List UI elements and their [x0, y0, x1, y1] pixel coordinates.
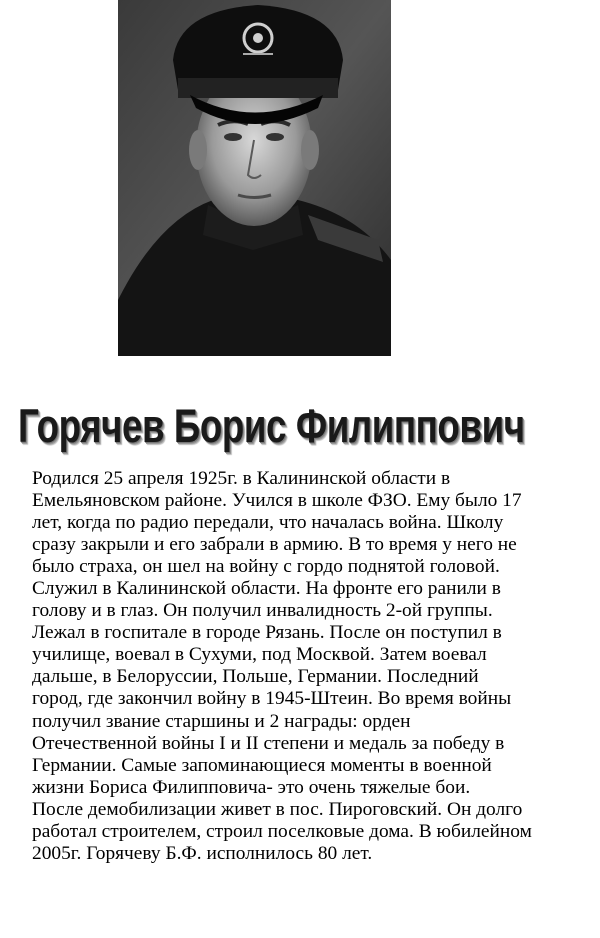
bio-line: 2005г. Горячеву Б.Ф. исполнилось 80 лет.: [32, 842, 373, 864]
bio-line: получил звание старшины и 2 награды: орден: [32, 710, 411, 732]
bio-line: работал строителем, строил поселковые дома. В юбилейном: [32, 820, 532, 842]
portrait-photo: [118, 0, 391, 356]
bio-line: После демобилизации живет в пос. Пироговский. Он долго: [32, 798, 523, 820]
bio-line: город, где закончил войну в 1945-Штеин. Во время войны: [32, 688, 512, 710]
bio-line: Лежал в госпитале в городе Рязань. После он поступил в: [32, 622, 502, 644]
bio-line: жизни Бориса Филипповича- это очень тяжелые бои.: [32, 776, 471, 798]
bio-line: голову и в глаз. Он получил инвалидность 2-ой группы.: [32, 600, 493, 622]
bio-line: было страха, он шел на войну с гордо поднятой головой.: [32, 556, 500, 578]
bio-line: Емельяновском районе. Учился в школе ФЗО. Ему было 17: [32, 490, 522, 512]
bio-line: Германии. Самые запоминающиеся моменты в военной: [32, 754, 492, 776]
bio-line: лет, когда по радио передали, что началась война. Школу: [32, 512, 504, 534]
bio-line: дальше, в Белоруссии, Польше, Германии. Последний: [32, 666, 479, 688]
bio-line: Служил в Калининской области. На фронте его ранили в: [32, 578, 501, 600]
portrait-illustration: [118, 0, 391, 356]
bio-line: Отечественной войны I и II степени и медаль за победу в: [32, 732, 505, 754]
bio-line: сразу закрыли и его забрали в армию. В то время у него не: [32, 534, 517, 556]
bio-line: Родился 25 апреля 1925г. в Калининской области в: [32, 468, 451, 489]
bio-line: училище, воевал в Сухуми, под Москвой. Затем воевал: [32, 644, 487, 666]
page-title: Горячев Борис Филиппович: [18, 399, 525, 452]
biography-text: [32, 468, 588, 865]
